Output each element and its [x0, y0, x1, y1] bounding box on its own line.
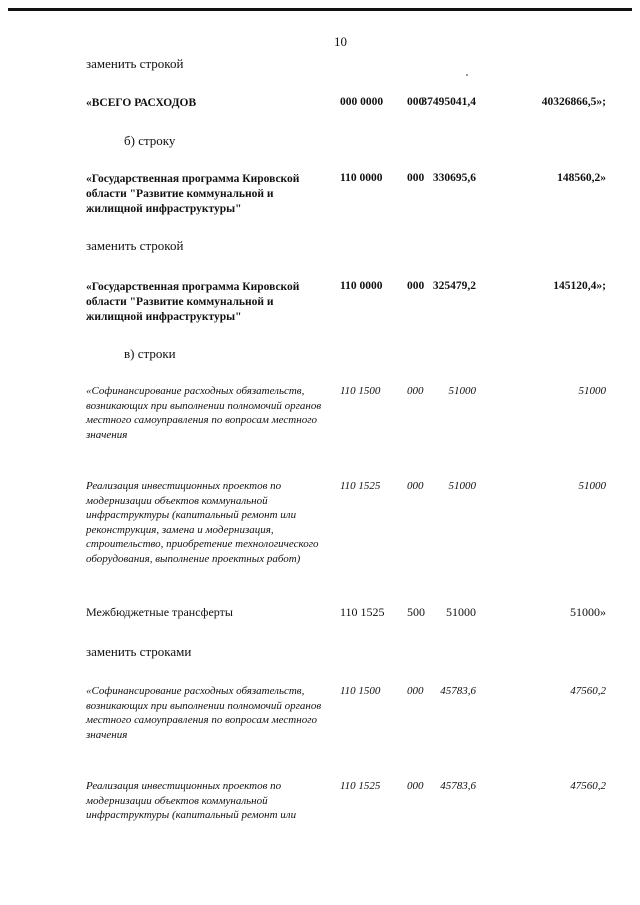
paragraph-replace-with-rows: заменить строками: [86, 644, 192, 659]
row-code: 110 1525: [340, 605, 385, 619]
table-row: [86, 779, 606, 839]
row-value-1: 51000: [446, 605, 476, 619]
row-value-2: 40326866,5»;: [541, 96, 606, 108]
scan-speck: [466, 74, 468, 76]
row-code: 110 1525: [340, 480, 381, 492]
row-code: 110 1500: [340, 385, 381, 397]
table-row: [86, 384, 606, 494]
row-value-1: 37495041,4: [421, 96, 476, 108]
table-row: [86, 684, 606, 794]
row-name: Межбюджетные трансферты: [86, 605, 233, 619]
row-value-1: 51000: [448, 385, 476, 397]
table-row: [86, 172, 606, 282]
row-code: 110 0000: [340, 280, 383, 292]
row-value-1: 45783,6: [440, 780, 476, 792]
row-name: «Государственная программа Кировской области "Развитие коммунальной и жилищной инфраструктуры": [86, 281, 300, 323]
row-kvr: 000: [407, 172, 425, 184]
row-name: Реализация инвестиционных проектов по модернизации объектов коммунальной инфраструктуры (капитальный ремонт или: [86, 780, 297, 821]
row-name: «Софинансирование расходных обязательств, возникающих при выполнении полномочий органов местного самоуправления по вопросам местного значения: [86, 385, 322, 441]
row-value-2: 51000: [578, 385, 606, 397]
row-value-2: 51000: [578, 480, 606, 492]
row-value-1: 330695,6: [432, 172, 476, 184]
row-kvr: 000: [407, 480, 424, 492]
row-value-2: 47560,2: [570, 780, 606, 792]
row-value-1: 325479,2: [432, 280, 476, 292]
row-name: «Софинансирование расходных обязательств, возникающих при выполнении полномочий органов местного самоуправления по вопросам местного значения: [86, 685, 322, 741]
row-name: «ВСЕГО РАСХОДОВ: [86, 97, 197, 109]
row-code: 110 0000: [340, 172, 383, 184]
row-name: «Государственная программа Кировской области "Развитие коммунальной и жилищной инфраструктуры": [86, 173, 300, 215]
row-kvr: 500: [407, 605, 425, 619]
row-kvr: 000: [407, 780, 424, 792]
row-kvr: 000: [407, 280, 425, 292]
paragraph-replace-with-row-1: заменить строкой: [86, 56, 184, 71]
row-kvr: 000: [407, 685, 424, 697]
row-value-2: 51000»: [570, 605, 606, 619]
row-value-2: 47560,2: [570, 685, 606, 697]
row-value-1: 45783,6: [440, 685, 476, 697]
row-kvr: 000: [407, 385, 424, 397]
table-row: [86, 605, 606, 625]
row-name: Реализация инвестиционных проектов по модернизации объектов коммунальной инфраструктуры (капитальный ремонт или реконструкция, замена и модернизация, строительство, приобретение технологического оборудования, выполнение проектных работ): [86, 480, 319, 565]
row-kvr: 000: [407, 96, 425, 108]
paragraph-v-rows: в) строки: [124, 346, 176, 361]
row-value-2: 148560,2»: [557, 172, 606, 184]
row-code: 110 1525: [340, 780, 381, 792]
paragraph-b-row: б) строку: [124, 133, 176, 148]
row-code: 000 0000: [340, 96, 384, 108]
page-number: 10: [334, 34, 347, 49]
row-value-1: 51000: [448, 480, 476, 492]
row-code: 110 1500: [340, 685, 381, 697]
row-value-2: 145120,4»;: [553, 280, 606, 292]
top-border-line: [8, 8, 632, 11]
table-row: [86, 280, 606, 390]
paragraph-replace-with-row-2: заменить строкой: [86, 238, 184, 253]
table-row: [86, 479, 606, 589]
